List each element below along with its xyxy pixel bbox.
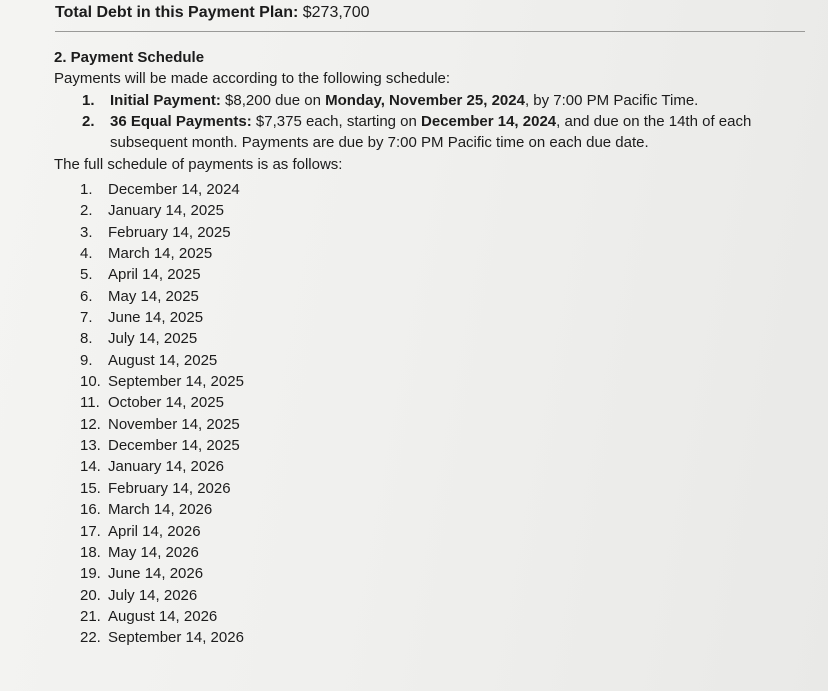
schedule-item-number: 4. [80,245,93,263]
schedule-item-number: 12. [80,415,101,433]
schedule-item [80,563,244,584]
schedule-item-number: 3. [80,223,93,241]
schedule-item-date: August 14, 2026 [108,607,218,625]
payment-term-text: $8,200 due on [225,92,321,109]
payment-dates-list [80,179,244,649]
schedule-item [80,435,244,456]
schedule-item-date: February 14, 2026 [108,479,231,497]
schedule-item-number: 15. [80,479,101,497]
schedule-item [80,371,244,392]
schedule-item [80,392,244,413]
schedule-item [80,243,244,264]
schedule-item [80,264,244,285]
schedule-item [80,478,244,499]
payment-term-date: December 14, 2024 [421,113,557,130]
schedule-item-date: December 14, 2024 [108,181,240,198]
schedule-item [80,200,244,221]
section-divider [55,31,805,32]
schedule-item-date: February 14, 2025 [108,223,231,241]
schedule-item-number: 19. [80,565,101,583]
section-title: 2. Payment Schedule [54,49,205,66]
payment-term-text-tail: , by 7:00 PM Pacific Time. [524,92,699,109]
schedule-item-number: 17. [80,522,101,540]
schedule-item [80,542,244,563]
payment-term-text: $7,375 each, starting on [255,113,417,130]
schedule-item-number: 21. [80,607,101,625]
schedule-item-number: 10. [80,373,101,391]
schedule-item [80,328,244,349]
schedule-item-number: 6. [80,287,93,305]
schedule-item-date: April 14, 2026 [108,522,201,540]
schedule-item [80,627,244,648]
schedule-item [80,606,244,627]
schedule-item [80,222,244,243]
schedule-intro: The full schedule of payments is as follows: [54,156,343,173]
schedule-item [80,499,244,520]
payment-term-number: 2. [82,113,95,130]
schedule-item [80,307,244,328]
schedule-item-date: December 14, 2025 [108,437,240,455]
schedule-item-date: May 14, 2026 [108,543,199,561]
schedule-item [80,286,244,307]
schedule-item [80,585,244,606]
schedule-item-number: 2. [80,202,93,220]
schedule-item-date: November 14, 2025 [108,415,240,433]
schedule-item-date: July 14, 2026 [108,586,198,604]
schedule-item-number: 7. [80,309,93,327]
schedule-item [80,414,244,435]
schedule-item-date: June 14, 2025 [108,309,204,327]
schedule-item-number: 22. [80,629,101,647]
schedule-item [80,350,244,371]
schedule-item-number: 11. [80,394,100,412]
schedule-item-number: 20. [80,586,101,604]
payment-term-label: Initial Payment: [110,92,221,109]
schedule-item [80,521,244,542]
schedule-item-date: September 14, 2026 [108,629,244,647]
schedule-item-number: 1. [80,181,93,198]
total-debt-label: Total Debt in this Payment Plan: [55,4,299,21]
schedule-item-date: October 14, 2025 [108,394,224,412]
schedule-item-date: January 14, 2025 [108,202,224,220]
schedule-item-number: 8. [80,330,93,348]
total-debt-value: $273,700 [302,4,370,21]
payment-term-number: 1. [82,92,95,109]
schedule-item-date: January 14, 2026 [108,458,224,476]
schedule-item-date: September 14, 2025 [108,373,244,391]
schedule-item-date: May 14, 2025 [108,287,199,305]
schedule-item-date: July 14, 2025 [108,330,198,348]
schedule-item-date: March 14, 2025 [108,245,213,263]
schedule-item-date: June 14, 2026 [108,565,204,583]
schedule-item-number: 14. [80,458,101,476]
payment-term-item [82,111,807,153]
schedule-item-number: 13. [80,437,101,455]
schedule-item-date: April 14, 2025 [108,266,201,284]
schedule-item-date: March 14, 2026 [108,501,213,519]
payment-terms-list [82,90,807,153]
total-debt-line [55,4,369,22]
schedule-item-number: 9. [80,351,93,369]
payment-term-label: 36 Equal Payments: [110,113,252,130]
schedule-item-number: 16. [80,501,101,519]
schedule-item-date: August 14, 2025 [108,351,218,369]
payment-term-date: Monday, November 25, 2024 [325,92,525,109]
section-intro: Payments will be made according to the following schedule: [54,70,451,87]
schedule-item-number: 18. [80,543,101,561]
schedule-item-number: 5. [80,266,93,284]
payment-term-text-tail: , and due on the 14th of each subsequent month. Payments are due by 7:00 PM Pacific time on each due date. [110,113,752,151]
schedule-item [80,456,244,477]
schedule-item [80,179,244,200]
payment-term-item [82,90,807,111]
